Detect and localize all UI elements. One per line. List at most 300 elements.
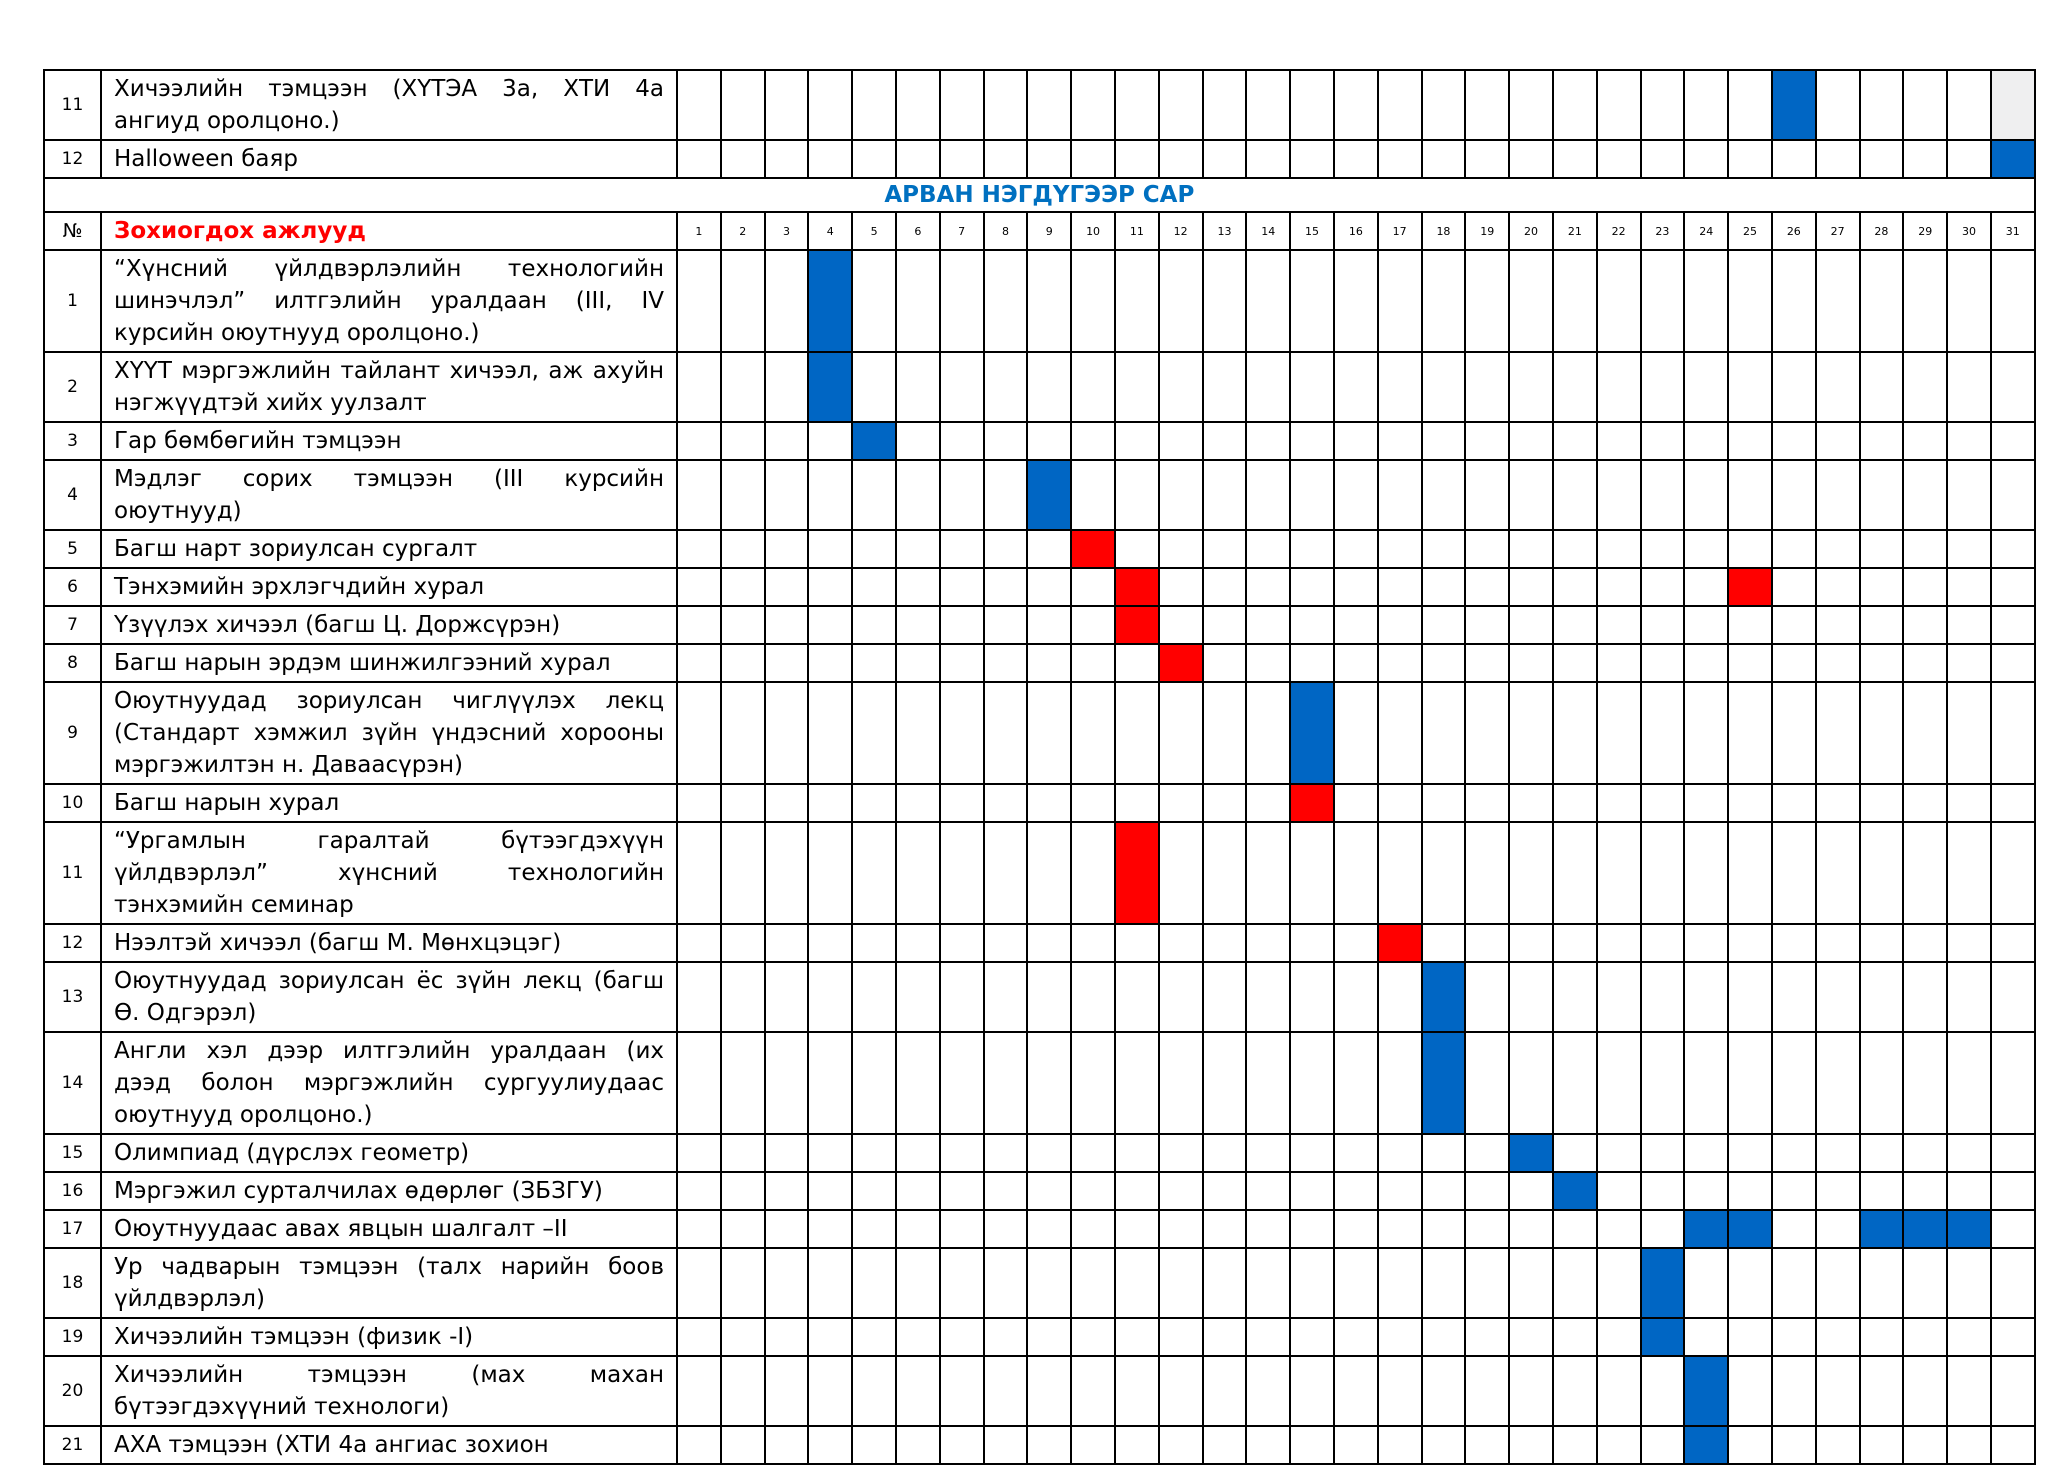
day-cell — [1027, 1248, 1071, 1318]
day-cell — [1816, 568, 1860, 606]
task-name: Үзүүлэх хичээл (багш Ц. Доржсүрэн) — [101, 606, 677, 644]
day-cell — [1947, 962, 1991, 1032]
day-cell — [940, 784, 984, 822]
day-cell — [1772, 352, 1816, 422]
day-cell — [1115, 1134, 1159, 1172]
day-cell — [1903, 1318, 1947, 1356]
day-cell — [1553, 568, 1597, 606]
day-cell — [1071, 682, 1115, 784]
day-cell — [896, 250, 940, 352]
task-name: АХА тэмцээн (ХТИ 4а ангиас зохион — [101, 1426, 677, 1464]
task-name: Оюутнуудад зориулсан чиглүүлэх лекц (Стандарт хэмжил зүйн үндэсний хорооны мэргэжилтэн н. Даваасүрэн) — [101, 682, 677, 784]
day-cell — [1071, 1318, 1115, 1356]
day-cell — [1378, 784, 1422, 822]
day-cell — [1115, 250, 1159, 352]
day-cell — [1597, 530, 1641, 568]
table-row — [44, 568, 2035, 606]
day-cell — [984, 644, 1028, 682]
day-cell — [1684, 568, 1728, 606]
day-cell — [1684, 1248, 1728, 1318]
day-cell — [940, 422, 984, 460]
day-cell — [1641, 822, 1685, 924]
day-cell — [1027, 568, 1071, 606]
day-cell — [1816, 606, 1860, 644]
day-cell — [1027, 924, 1071, 962]
day-cell — [1465, 644, 1509, 682]
day-header: 5 — [852, 212, 896, 250]
schedule-sheet — [43, 69, 2036, 1465]
day-cell — [1290, 924, 1334, 962]
day-cell — [721, 568, 765, 606]
day-cell — [1816, 962, 1860, 1032]
day-cell-red — [1378, 924, 1422, 962]
day-cell — [1991, 962, 2035, 1032]
day-cell — [808, 460, 852, 530]
day-cell — [1860, 784, 1904, 822]
day-cell — [1334, 1032, 1378, 1134]
day-cell — [1203, 568, 1247, 606]
day-cell — [1728, 1318, 1772, 1356]
day-cell — [1465, 70, 1509, 140]
day-cell — [1290, 250, 1334, 352]
day-cell — [852, 1426, 896, 1464]
day-cell — [1378, 1032, 1422, 1134]
day-cell — [1903, 568, 1947, 606]
day-cell — [1991, 530, 2035, 568]
day-header: 16 — [1334, 212, 1378, 250]
day-cell — [677, 1248, 721, 1318]
table-row — [44, 140, 2035, 178]
day-cell — [765, 606, 809, 644]
day-cell — [984, 962, 1028, 1032]
day-cell — [896, 1248, 940, 1318]
day-cell — [1597, 140, 1641, 178]
row-number: 11 — [44, 822, 101, 924]
day-cell — [765, 460, 809, 530]
day-cell — [1597, 1210, 1641, 1248]
row-number: 9 — [44, 682, 101, 784]
day-cell — [1334, 530, 1378, 568]
day-cell — [1115, 1032, 1159, 1134]
day-cell — [1203, 1210, 1247, 1248]
day-cell — [1334, 1172, 1378, 1210]
day-cell — [1860, 1426, 1904, 1464]
day-cell — [1991, 460, 2035, 530]
day-cell — [1991, 1248, 2035, 1318]
day-cell — [1027, 352, 1071, 422]
day-cell — [1027, 140, 1071, 178]
day-cell-red — [1115, 822, 1159, 924]
day-cell — [1115, 784, 1159, 822]
day-cell — [1772, 1248, 1816, 1318]
day-cell — [1991, 250, 2035, 352]
day-cell — [1903, 644, 1947, 682]
day-cell — [808, 1210, 852, 1248]
day-cell — [677, 822, 721, 924]
day-cell — [1860, 1356, 1904, 1426]
day-cell — [984, 1356, 1028, 1426]
day-cell — [1947, 1172, 1991, 1210]
day-header: 14 — [1246, 212, 1290, 250]
day-cell — [1159, 1172, 1203, 1210]
day-cell — [1816, 422, 1860, 460]
table-row — [44, 1356, 2035, 1426]
day-cell — [1509, 1248, 1553, 1318]
day-cell — [940, 1172, 984, 1210]
day-cell — [1860, 644, 1904, 682]
day-cell — [1641, 460, 1685, 530]
day-cell — [1728, 70, 1772, 140]
day-cell — [808, 784, 852, 822]
day-cell — [896, 644, 940, 682]
day-cell — [1903, 352, 1947, 422]
task-name: Тэнхэмийн эрхлэгчдийн хурал — [101, 568, 677, 606]
row-number: 3 — [44, 422, 101, 460]
day-cell — [852, 962, 896, 1032]
day-cell — [1378, 1134, 1422, 1172]
day-cell — [1509, 1426, 1553, 1464]
day-cell — [1027, 822, 1071, 924]
day-cell — [1903, 822, 1947, 924]
day-cell — [1509, 1172, 1553, 1210]
day-cell — [1159, 1210, 1203, 1248]
day-cell — [1246, 1172, 1290, 1210]
day-header: 24 — [1684, 212, 1728, 250]
day-cell — [1422, 1134, 1466, 1172]
day-cell — [984, 1426, 1028, 1464]
day-cell — [1334, 962, 1378, 1032]
day-cell — [940, 140, 984, 178]
day-cell — [721, 352, 765, 422]
day-cell — [765, 1426, 809, 1464]
row-number: 5 — [44, 530, 101, 568]
day-cell — [1597, 1426, 1641, 1464]
day-cell — [1816, 1426, 1860, 1464]
day-cell — [1203, 606, 1247, 644]
day-cell — [1553, 422, 1597, 460]
day-cell — [677, 606, 721, 644]
day-cell — [1027, 606, 1071, 644]
day-cell — [721, 70, 765, 140]
day-cell — [1684, 924, 1728, 962]
day-cell — [1071, 352, 1115, 422]
day-cell — [721, 460, 765, 530]
day-cell — [1465, 352, 1509, 422]
day-cell — [1772, 1032, 1816, 1134]
day-header: 3 — [765, 212, 809, 250]
day-cell — [677, 1134, 721, 1172]
day-cell — [1027, 1032, 1071, 1134]
day-cell — [1290, 1032, 1334, 1134]
day-cell — [1509, 460, 1553, 530]
day-cell — [721, 1032, 765, 1134]
day-cell — [765, 822, 809, 924]
day-cell — [852, 1318, 896, 1356]
day-cell — [940, 70, 984, 140]
day-cell — [808, 140, 852, 178]
day-cell — [984, 352, 1028, 422]
day-cell — [1991, 422, 2035, 460]
day-cell — [940, 682, 984, 784]
day-header: 17 — [1378, 212, 1422, 250]
day-cell — [1246, 568, 1290, 606]
day-cell — [1641, 140, 1685, 178]
day-cell — [1290, 1318, 1334, 1356]
day-cell — [852, 1032, 896, 1134]
day-cell-blue — [1509, 1134, 1553, 1172]
day-cell — [1903, 140, 1947, 178]
day-cell — [1334, 140, 1378, 178]
day-cell — [1246, 250, 1290, 352]
row-number: 17 — [44, 1210, 101, 1248]
day-cell — [808, 822, 852, 924]
table-row — [44, 682, 2035, 784]
day-cell — [1465, 924, 1509, 962]
day-cell — [1246, 1426, 1290, 1464]
day-cell — [1772, 1210, 1816, 1248]
day-cell — [1860, 1248, 1904, 1318]
day-cell — [1159, 250, 1203, 352]
day-cell — [1816, 352, 1860, 422]
day-cell — [852, 682, 896, 784]
day-cell — [1947, 682, 1991, 784]
day-cell — [677, 784, 721, 822]
day-cell — [852, 568, 896, 606]
task-name: “Ургамлын гаралтай бүтээгдэхүүн үйлдвэрлэл” хүнсний технологийн тэнхэмийн семинар — [101, 822, 677, 924]
row-number: 13 — [44, 962, 101, 1032]
table-row — [44, 962, 2035, 1032]
day-cell — [1378, 352, 1422, 422]
day-cell — [1903, 1134, 1947, 1172]
day-cell — [1816, 1356, 1860, 1426]
day-cell — [1991, 1210, 2035, 1248]
day-cell — [1860, 460, 1904, 530]
row-number: 21 — [44, 1426, 101, 1464]
day-cell — [1991, 644, 2035, 682]
day-cell — [1553, 1426, 1597, 1464]
task-name: Halloween баяр — [101, 140, 677, 178]
day-cell — [1597, 1172, 1641, 1210]
day-cell — [1203, 250, 1247, 352]
day-cell — [896, 530, 940, 568]
day-cell — [1509, 784, 1553, 822]
day-cell — [1860, 1318, 1904, 1356]
day-cell — [1597, 1318, 1641, 1356]
header-task: Зохиогдох ажлууд — [101, 212, 677, 250]
day-cell — [896, 460, 940, 530]
day-cell-red — [1290, 784, 1334, 822]
day-cell — [1465, 1134, 1509, 1172]
day-cell — [677, 1210, 721, 1248]
day-header: 7 — [940, 212, 984, 250]
day-cell — [1334, 1210, 1378, 1248]
day-header: 11 — [1115, 212, 1159, 250]
day-cell — [1684, 460, 1728, 530]
day-cell — [1071, 962, 1115, 1032]
day-cell — [1465, 250, 1509, 352]
day-cell — [1553, 1318, 1597, 1356]
day-cell — [765, 422, 809, 460]
day-cell — [1290, 606, 1334, 644]
day-cell — [1641, 352, 1685, 422]
day-cell — [896, 422, 940, 460]
day-cell — [721, 682, 765, 784]
day-cell — [852, 1248, 896, 1318]
day-cell — [1027, 250, 1071, 352]
day-cell — [1071, 606, 1115, 644]
task-name: Хичээлийн тэмцээн (физик -I) — [101, 1318, 677, 1356]
day-cell — [1641, 1426, 1685, 1464]
day-cell — [1422, 70, 1466, 140]
day-header: 21 — [1553, 212, 1597, 250]
day-cell — [1509, 822, 1553, 924]
row-number: 12 — [44, 924, 101, 962]
day-cell — [1378, 606, 1422, 644]
day-cell — [677, 250, 721, 352]
day-cell — [1071, 568, 1115, 606]
day-cell — [1071, 924, 1115, 962]
day-cell — [1159, 606, 1203, 644]
day-cell — [852, 250, 896, 352]
day-cell — [984, 1210, 1028, 1248]
day-cell — [1334, 682, 1378, 784]
day-cell — [1684, 682, 1728, 784]
day-cell — [1903, 250, 1947, 352]
day-cell-blue — [1684, 1210, 1728, 1248]
day-cell — [1772, 140, 1816, 178]
day-cell — [1772, 962, 1816, 1032]
day-cell — [1684, 352, 1728, 422]
day-cell — [1597, 1032, 1641, 1134]
row-number: 8 — [44, 644, 101, 682]
day-header: 13 — [1203, 212, 1247, 250]
day-cell — [1947, 784, 1991, 822]
task-name: Мэргэжил сурталчилах өдөрлөг (ЗБЗГУ) — [101, 1172, 677, 1210]
day-cell — [1816, 822, 1860, 924]
day-cell — [1684, 140, 1728, 178]
day-cell — [1947, 606, 1991, 644]
day-header: 28 — [1860, 212, 1904, 250]
day-cell — [1728, 460, 1772, 530]
day-header: 18 — [1422, 212, 1466, 250]
day-cell — [1115, 1426, 1159, 1464]
day-cell — [1290, 1356, 1334, 1426]
day-cell — [765, 1318, 809, 1356]
table-row — [44, 822, 2035, 924]
day-header: 6 — [896, 212, 940, 250]
day-cell — [1115, 682, 1159, 784]
day-cell — [940, 1356, 984, 1426]
row-number: 1 — [44, 250, 101, 352]
day-cell — [765, 1134, 809, 1172]
day-cell — [677, 1356, 721, 1426]
day-cell — [1772, 1172, 1816, 1210]
day-cell — [1334, 1426, 1378, 1464]
day-cell — [1027, 682, 1071, 784]
day-header: 30 — [1947, 212, 1991, 250]
day-cell — [1115, 460, 1159, 530]
day-cell — [1728, 644, 1772, 682]
day-cell — [1728, 606, 1772, 644]
day-cell — [984, 1248, 1028, 1318]
day-cell — [1203, 422, 1247, 460]
table-row — [44, 1248, 2035, 1318]
day-cell — [1509, 924, 1553, 962]
day-cell — [1903, 924, 1947, 962]
day-cell — [1378, 530, 1422, 568]
day-cell — [1378, 682, 1422, 784]
day-cell — [896, 822, 940, 924]
day-cell — [1422, 822, 1466, 924]
day-cell — [721, 1426, 765, 1464]
day-cell — [808, 924, 852, 962]
day-cell — [852, 784, 896, 822]
day-cell — [984, 682, 1028, 784]
day-cell — [940, 1248, 984, 1318]
day-cell — [1728, 530, 1772, 568]
day-cell — [1816, 1318, 1860, 1356]
day-cell — [1422, 568, 1466, 606]
day-cell — [1203, 822, 1247, 924]
day-cell — [1816, 1134, 1860, 1172]
day-cell — [1947, 70, 1991, 140]
day-header: 29 — [1903, 212, 1947, 250]
day-cell — [1947, 352, 1991, 422]
day-cell-blue — [1553, 1172, 1597, 1210]
day-cell — [1553, 530, 1597, 568]
task-name: Багш нарын хурал — [101, 784, 677, 822]
day-cell — [1947, 1032, 1991, 1134]
day-cell — [1509, 1032, 1553, 1134]
day-cell — [808, 530, 852, 568]
day-cell — [1860, 962, 1904, 1032]
day-cell — [808, 1172, 852, 1210]
day-cell — [1334, 70, 1378, 140]
day-cell — [1641, 1134, 1685, 1172]
table-row — [44, 1134, 2035, 1172]
day-cell — [1071, 1248, 1115, 1318]
day-cell — [1860, 352, 1904, 422]
header-row — [44, 212, 2035, 250]
day-cell — [1509, 352, 1553, 422]
day-cell — [1903, 784, 1947, 822]
day-cell — [1597, 682, 1641, 784]
day-cell — [1860, 924, 1904, 962]
day-cell — [1071, 1032, 1115, 1134]
day-cell — [1641, 682, 1685, 784]
day-cell — [1203, 460, 1247, 530]
day-cell — [1071, 644, 1115, 682]
day-cell — [1597, 1248, 1641, 1318]
table-row — [44, 250, 2035, 352]
day-cell — [1860, 606, 1904, 644]
day-cell — [1159, 924, 1203, 962]
day-header: 8 — [984, 212, 1028, 250]
day-cell — [1597, 822, 1641, 924]
day-cell — [1246, 822, 1290, 924]
day-cell — [1203, 1318, 1247, 1356]
day-cell — [1290, 1134, 1334, 1172]
day-cell — [1728, 1032, 1772, 1134]
day-cell — [808, 1134, 852, 1172]
day-cell — [984, 924, 1028, 962]
day-cell — [808, 644, 852, 682]
day-cell — [721, 924, 765, 962]
day-cell — [1378, 1172, 1422, 1210]
day-cell — [808, 70, 852, 140]
day-cell — [1378, 568, 1422, 606]
day-cell-blue — [1641, 1318, 1685, 1356]
